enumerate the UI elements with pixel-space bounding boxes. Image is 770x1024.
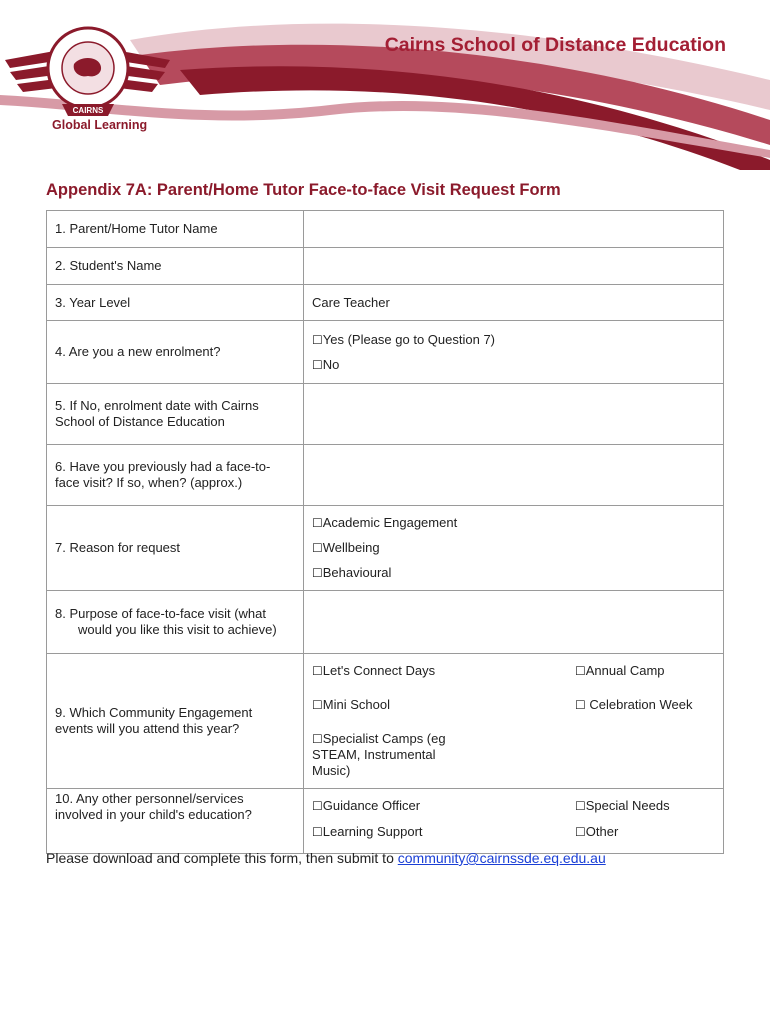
table-row [47, 285, 724, 321]
checkbox-icon[interactable]: ☐ [312, 732, 323, 746]
checkbox-icon[interactable]: ☐ [312, 698, 323, 712]
footer-text: Please download and complete this form, then submit to [46, 850, 398, 866]
question-label: 9. Which Community Engagement events will you attend this year? [47, 654, 304, 789]
table-row [47, 654, 724, 789]
option-label: Academic Engagement [322, 515, 458, 530]
checkbox-option[interactable] [575, 824, 715, 840]
table-row [47, 506, 724, 591]
option-label: Guidance Officer [322, 798, 421, 813]
options-cell [304, 654, 724, 789]
submission-instructions [46, 850, 606, 866]
table-row [47, 591, 724, 654]
checkbox-icon[interactable]: ☐ [312, 799, 323, 813]
checkbox-icon[interactable]: ☐ [575, 799, 586, 813]
option-label: Behavioural [322, 565, 392, 580]
checkbox-icon[interactable]: ☐ [312, 541, 323, 555]
checkbox-icon[interactable]: ☐ [312, 357, 323, 372]
options-cell [304, 321, 724, 384]
options-cell [304, 506, 724, 591]
parent-name-field[interactable] [304, 211, 724, 248]
question-label: 4. Are you a new enrolment? [47, 321, 304, 384]
option-label: Other [585, 824, 619, 839]
checkbox-option[interactable] [312, 731, 452, 779]
page-header [0, 0, 770, 170]
question-label: 3. Year Level [47, 285, 304, 321]
enrolment-date-field[interactable] [304, 384, 724, 445]
visit-purpose-field[interactable] [304, 591, 724, 654]
checkbox-icon[interactable]: ☐ [312, 825, 323, 839]
checkbox-icon[interactable]: ☐ [312, 566, 323, 580]
tagline: Global Learning [52, 118, 148, 132]
checkbox-option[interactable] [312, 332, 715, 348]
checkbox-option[interactable] [575, 663, 715, 679]
checkbox-option[interactable] [312, 697, 390, 713]
care-teacher-field[interactable] [304, 285, 724, 321]
checkbox-option[interactable] [312, 540, 715, 556]
option-label: Yes (Please go to Question 7) [322, 331, 496, 347]
checkbox-option[interactable] [575, 697, 715, 713]
checkbox-icon[interactable]: ☐ [575, 664, 586, 678]
checkbox-icon[interactable]: ☐ [575, 698, 586, 712]
checkbox-icon[interactable]: ☐ [312, 332, 323, 347]
checkbox-option[interactable] [312, 357, 715, 373]
question-label: 8. Purpose of face-to-face visit (what would you like this visit to achieve) [47, 591, 304, 654]
table-row [47, 248, 724, 285]
logo-banner-text: CAIRNS [72, 106, 104, 115]
option-label: Celebration Week [585, 697, 693, 712]
option-label: Annual Camp [585, 663, 665, 678]
checkbox-option[interactable] [575, 798, 715, 814]
email-link[interactable]: community@cairnssde.eq.edu.au [397, 850, 606, 866]
question-label: 2. Student's Name [47, 248, 304, 285]
checkbox-option[interactable] [312, 515, 715, 531]
care-teacher-label: Care Teacher [312, 294, 390, 310]
table-row [47, 789, 724, 854]
option-label: Specialist Camps (eg STEAM, Instrumental Music) [312, 731, 446, 778]
option-label: Mini School [322, 697, 390, 712]
previous-visit-field[interactable] [304, 445, 724, 506]
table-row [47, 445, 724, 506]
visit-request-form-table [46, 210, 724, 854]
student-name-field[interactable] [304, 248, 724, 285]
checkbox-option[interactable] [312, 663, 435, 679]
option-label: Learning Support [322, 824, 423, 839]
question-label: 6. Have you previously had a face-to- face visit? If so, when? (approx.) [47, 445, 304, 506]
checkbox-icon[interactable]: ☐ [312, 516, 323, 530]
option-label: Wellbeing [322, 540, 380, 555]
question-label: 5. If No, enrolment date with Cairns School of Distance Education [47, 384, 304, 445]
table-row [47, 321, 724, 384]
table-row [47, 384, 724, 445]
school-logo [0, 20, 175, 125]
question-label: 10. Any other personnel/services involved in your child's education? [47, 789, 304, 854]
option-label: Special Needs [585, 798, 670, 813]
form-title: Appendix 7A: Parent/Home Tutor Face-to-face Visit Request Form [46, 181, 561, 199]
checkbox-option[interactable] [312, 798, 420, 814]
checkbox-icon[interactable]: ☐ [575, 825, 586, 839]
checkbox-option[interactable] [312, 824, 423, 840]
question-label: 7. Reason for request [47, 506, 304, 591]
question-label: 1. Parent/Home Tutor Name [47, 211, 304, 248]
school-name: Cairns School of Distance Education [384, 34, 726, 56]
option-label: No [322, 356, 340, 372]
checkbox-icon[interactable]: ☐ [312, 664, 323, 678]
checkbox-option[interactable] [312, 565, 715, 581]
options-cell [304, 789, 724, 854]
option-label: Let's Connect Days [322, 663, 436, 678]
table-row [47, 211, 724, 248]
